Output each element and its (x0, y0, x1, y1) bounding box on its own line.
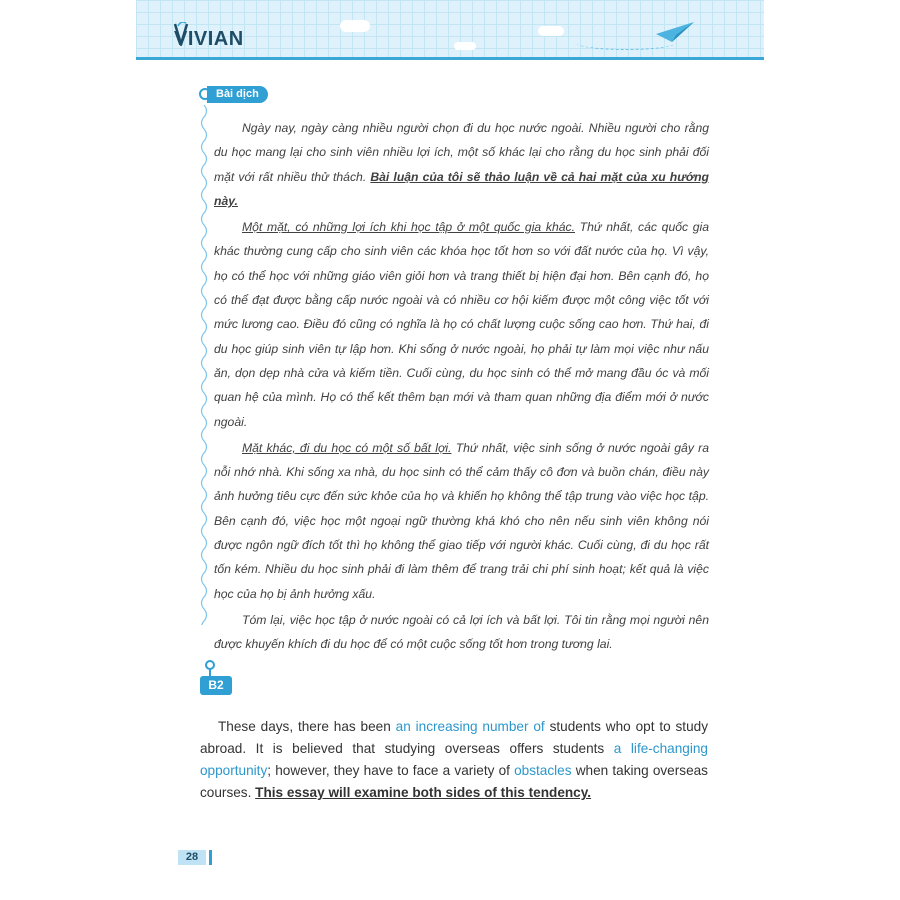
text-run: Cuối cùng (577, 538, 634, 553)
text-run: Thứ nhất (579, 220, 630, 235)
text-run: students who opt to study abroad. It is believed that studying overseas offers students (200, 719, 709, 756)
cloud-icon (340, 20, 370, 32)
text-run: This essay will examine both sides of this tendency. (255, 785, 592, 800)
cloud-icon (538, 26, 564, 36)
text-run: Bên cạnh đó (214, 513, 286, 528)
wavy-border-line (198, 105, 210, 625)
text-run: Mặt khác, đi du học có một số bất lợi. (242, 440, 452, 455)
text-run: obstacles (514, 763, 572, 778)
text-run: , việc học tập ở nước ngoài có cả lợi ích và bất lợi. Tôi tin rằng mọi người nên được khuyến khích đi du học để có một cuộc sống tốt hơn trong tương lai. (214, 612, 709, 652)
english-essay-paragraph (200, 716, 708, 804)
text-run: , việc học một ngoại ngữ thường khá khó cho nên nếu sinh viên không nói được ngôn ngữ đích tốt thì họ không thể giao tiếp với người khác. (214, 513, 709, 553)
text-run: , đi du học rất tốn kém. Nhiều du học sinh phải đi làm thêm để trang trải chi phí sinh hoạt; kết quả là việc học của họ bị ảnh hưởng xấu. (214, 538, 709, 601)
section-tag: Bài dịch (207, 86, 268, 103)
paper-plane-icon (656, 22, 694, 42)
page-number-bar (209, 850, 212, 865)
text-run: Tóm lại (242, 612, 283, 627)
text-run: , đi du học giúp sinh viên tự lập hơn. Khi sống ở nước ngoài, họ phải tự làm mọi việc như nấu ăn, dọn dẹp nhà cửa và kiếm tiền. (214, 317, 709, 380)
level-badge: B2 (200, 676, 232, 695)
text-run: Cuối cùng (406, 365, 463, 380)
translation-paragraph (214, 116, 709, 213)
text-run: Một mặt, có những lợi ích khi học tập ở một quốc gia khác. (242, 220, 575, 235)
translation-paragraph (214, 608, 709, 657)
text-run: an increasing number of (395, 719, 545, 734)
translation-paragraph (214, 436, 709, 606)
text-run: , việc sinh sống ở nước ngoài gây ra nỗi nhớ nhà. Khi sống xa nhà, du học sinh có thể cảm thấy cô đơn và buồn chán, điều này ảnh hưởng tiêu cực đến sức khỏe của họ và khiến họ không thể tập trung vào việc học tập. (214, 440, 709, 504)
page-header (136, 0, 764, 60)
translation-paragraph (214, 215, 709, 434)
text-run: , du học sinh có thể mở mang đầu óc và mối quan hệ của mình. Họ có thể kết thêm bạn mới và tham quan những địa điểm mới ở nước ngoài. (214, 365, 709, 429)
text-run: when taking overseas courses. (200, 763, 708, 800)
vietnamese-translation (214, 116, 709, 659)
text-run: Thứ nhất (455, 440, 506, 455)
cloud-icon (454, 42, 476, 50)
text-run: Bài luận của tôi sẽ thảo luận về cả hai mặt của xu hướng này. (214, 169, 709, 208)
text-run: Thứ hai (650, 317, 693, 332)
text-run: a life-changing opportunity (200, 741, 708, 778)
text-run: Ngày nay, ngày càng nhiều người chọn đi du học nước ngoài. Nhiều người cho rằng du học mang lại cho sinh viên nhiều lợi ích, một số khác lại cho rằng du học sinh phải đối mặt với rất nhiều thử thách. (214, 121, 709, 184)
text-run: These days, there has been (218, 719, 396, 734)
text-run: , các quốc gia khác thường cung cấp cho sinh viên các khóa học tốt hơn so với đất nước của họ. Vì vậy, họ có thể học với những giáo viên giỏi hơn và trang thiết bị hiện đại hơn. Bên cạnh đó, họ có thể đạt được bằng cấp nước ngoài và có nhiều cơ hội kiếm được một công việc tốt với mức lương cao. Điều đó cũng có nghĩa là họ có chất lượng cuộc sống cao hơn. (214, 220, 710, 332)
brand-logo: VIVIAN (174, 28, 244, 50)
text-run: ; however, they have to face a variety of (267, 763, 515, 778)
page-number: 28 (178, 850, 206, 865)
